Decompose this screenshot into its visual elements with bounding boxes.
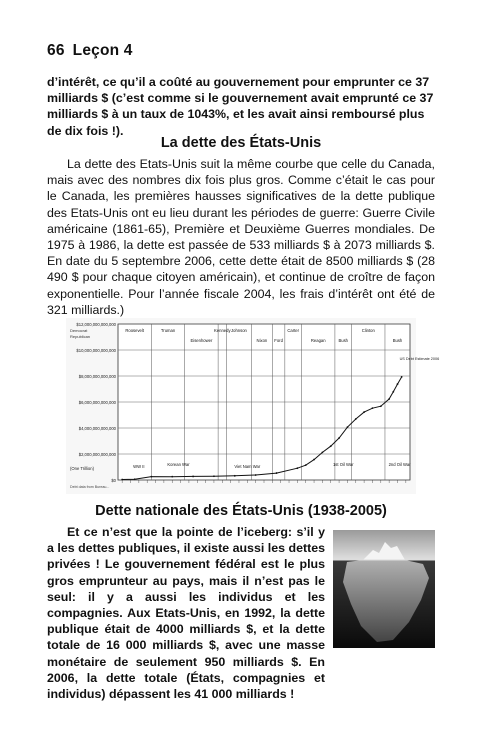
y-tick-label: $0 [111,478,116,483]
y-tick-label: $8,000,000,000,000 [78,374,116,379]
administration-label: Carter [287,328,300,333]
debt-data-point [134,478,136,480]
administration-label: Ford [274,338,283,343]
debt-data-point [121,479,123,481]
y-tick-label: $4,000,000,000,000 [78,426,116,431]
debt-data-point [355,418,357,420]
debt-data-point [296,467,298,469]
administration-label: Bush [338,338,349,343]
debt-data-point [338,437,340,439]
iceberg-paragraph: Et ce n’est que la pointe de l’iceberg: s’il y a les dettes publiques, il existe aussi les dettes privées ! Le gouvernement fédéral est le plus gros emprunteur au pays, mais il n’est pas le seul: il y a aussi les individus et les compagnies. Aux Etats-Unis, en 1992, la dette publique était de 4000 milliards $, et la dette totale de 16 000 milliards $, avec une masse monétaire de seulement 950 milliards $. En 2006, la dette totale (États, compagnies et individus) dépassent les 41 000 milliards ! [47,525,325,702]
end-note: US Debt Estimate 2006 [399,357,440,361]
debt-data-point [213,475,215,477]
debt-data-point [313,459,315,461]
debt-data-point [234,475,236,477]
chart-svg [66,318,440,494]
debt-data-point [255,474,257,476]
administration-label: Kennedy [214,328,231,333]
y-tick-label: $2,000,000,000,000 [78,452,116,457]
debt-data-point [322,451,324,453]
debt-data-point [171,476,173,478]
annotation-label: 1st Oil War [332,462,354,467]
administration-label: Roosevelt [125,328,144,333]
annotation-label: WW II [133,464,145,469]
debt-data-point [388,398,390,400]
iceberg-image [333,530,435,648]
administration-label: Eisenhower [190,338,213,343]
administration-label: Johnson [231,328,247,333]
debt-data-point [330,445,332,447]
administration-label: Clinton [361,328,375,333]
annotation-label: Korean War [167,462,190,467]
legend-label: Republican [70,334,91,339]
intro-paragraph: d’intérêt, ce qu’il a coûté au gouvernement pour emprunter ce 37 milliards $ (c’est comme si le gouvernement avait emprunté ce 37 milliards $ à un taux de 1043%, et les avait ainsi remboursé plus de dix fois !). [47,75,434,138]
debt-data-point [401,376,403,378]
us-debt-chart [66,318,440,494]
administration-label: Truman [160,328,176,333]
debt-data-point [372,407,374,409]
section-title-us-debt: La dette des États-Unis [160,135,322,151]
page-number: 66 [47,42,65,59]
legend-label: Democrat [70,328,88,333]
section-title-national-debt: Dette nationale des États-Unis (1938-2005) [95,503,387,519]
debt-data-point [305,464,307,466]
administration-label: Bush [392,338,403,343]
y-tick-label: $10,000,000,000,000 [76,348,116,353]
debt-data-point [192,476,194,478]
debt-data-point [150,476,152,478]
debt-data-point [397,383,399,385]
debt-data-point [347,426,349,428]
y-tick-label: $6,000,000,000,000 [78,400,116,405]
administration-label: Reagan [310,338,326,343]
debt-data-point [392,391,394,393]
debt-data-point [276,472,278,474]
source-note: Debt data from Bureau... [70,485,110,489]
administration-label: Nixon [256,338,268,343]
annotation-label: 2nd Oil War [388,462,411,467]
debt-data-point [363,411,365,413]
debt-data-point [380,405,382,407]
y-unit-label: (One Trillion) [70,466,94,471]
y-tick-label: $12,000,000,000,000 [76,322,116,327]
us-debt-paragraph: La dette des Etats-Unis suit la même courbe que celle du Canada, mais avec des nombres dix fois plus gros. Comme c’était le cas pour le Canada, les premières hausses significatives de la dette publique des Etats-Unis ont eu lieu durant les périodes de guerre: Guerre Civile américaine (1861-65), Première et Deuxième Guerres mondiales. De 1975 à 1986, la dette est passée de 533 milliards $ à 2073 milliards $. En date du 5 septembre 2006, cette dette était de 8500 milliards $ (28 490 $ pour chaque citoyen américain), et continue de croître de façon exponentielle. Pour l’année fiscale 2004, les frais d’intérêt ont été de 321 milliards.) [47,157,435,317]
chapter-title: Leçon 4 [72,42,133,59]
page-header [47,42,141,60]
annotation-label: Viet Nam War [234,464,261,469]
